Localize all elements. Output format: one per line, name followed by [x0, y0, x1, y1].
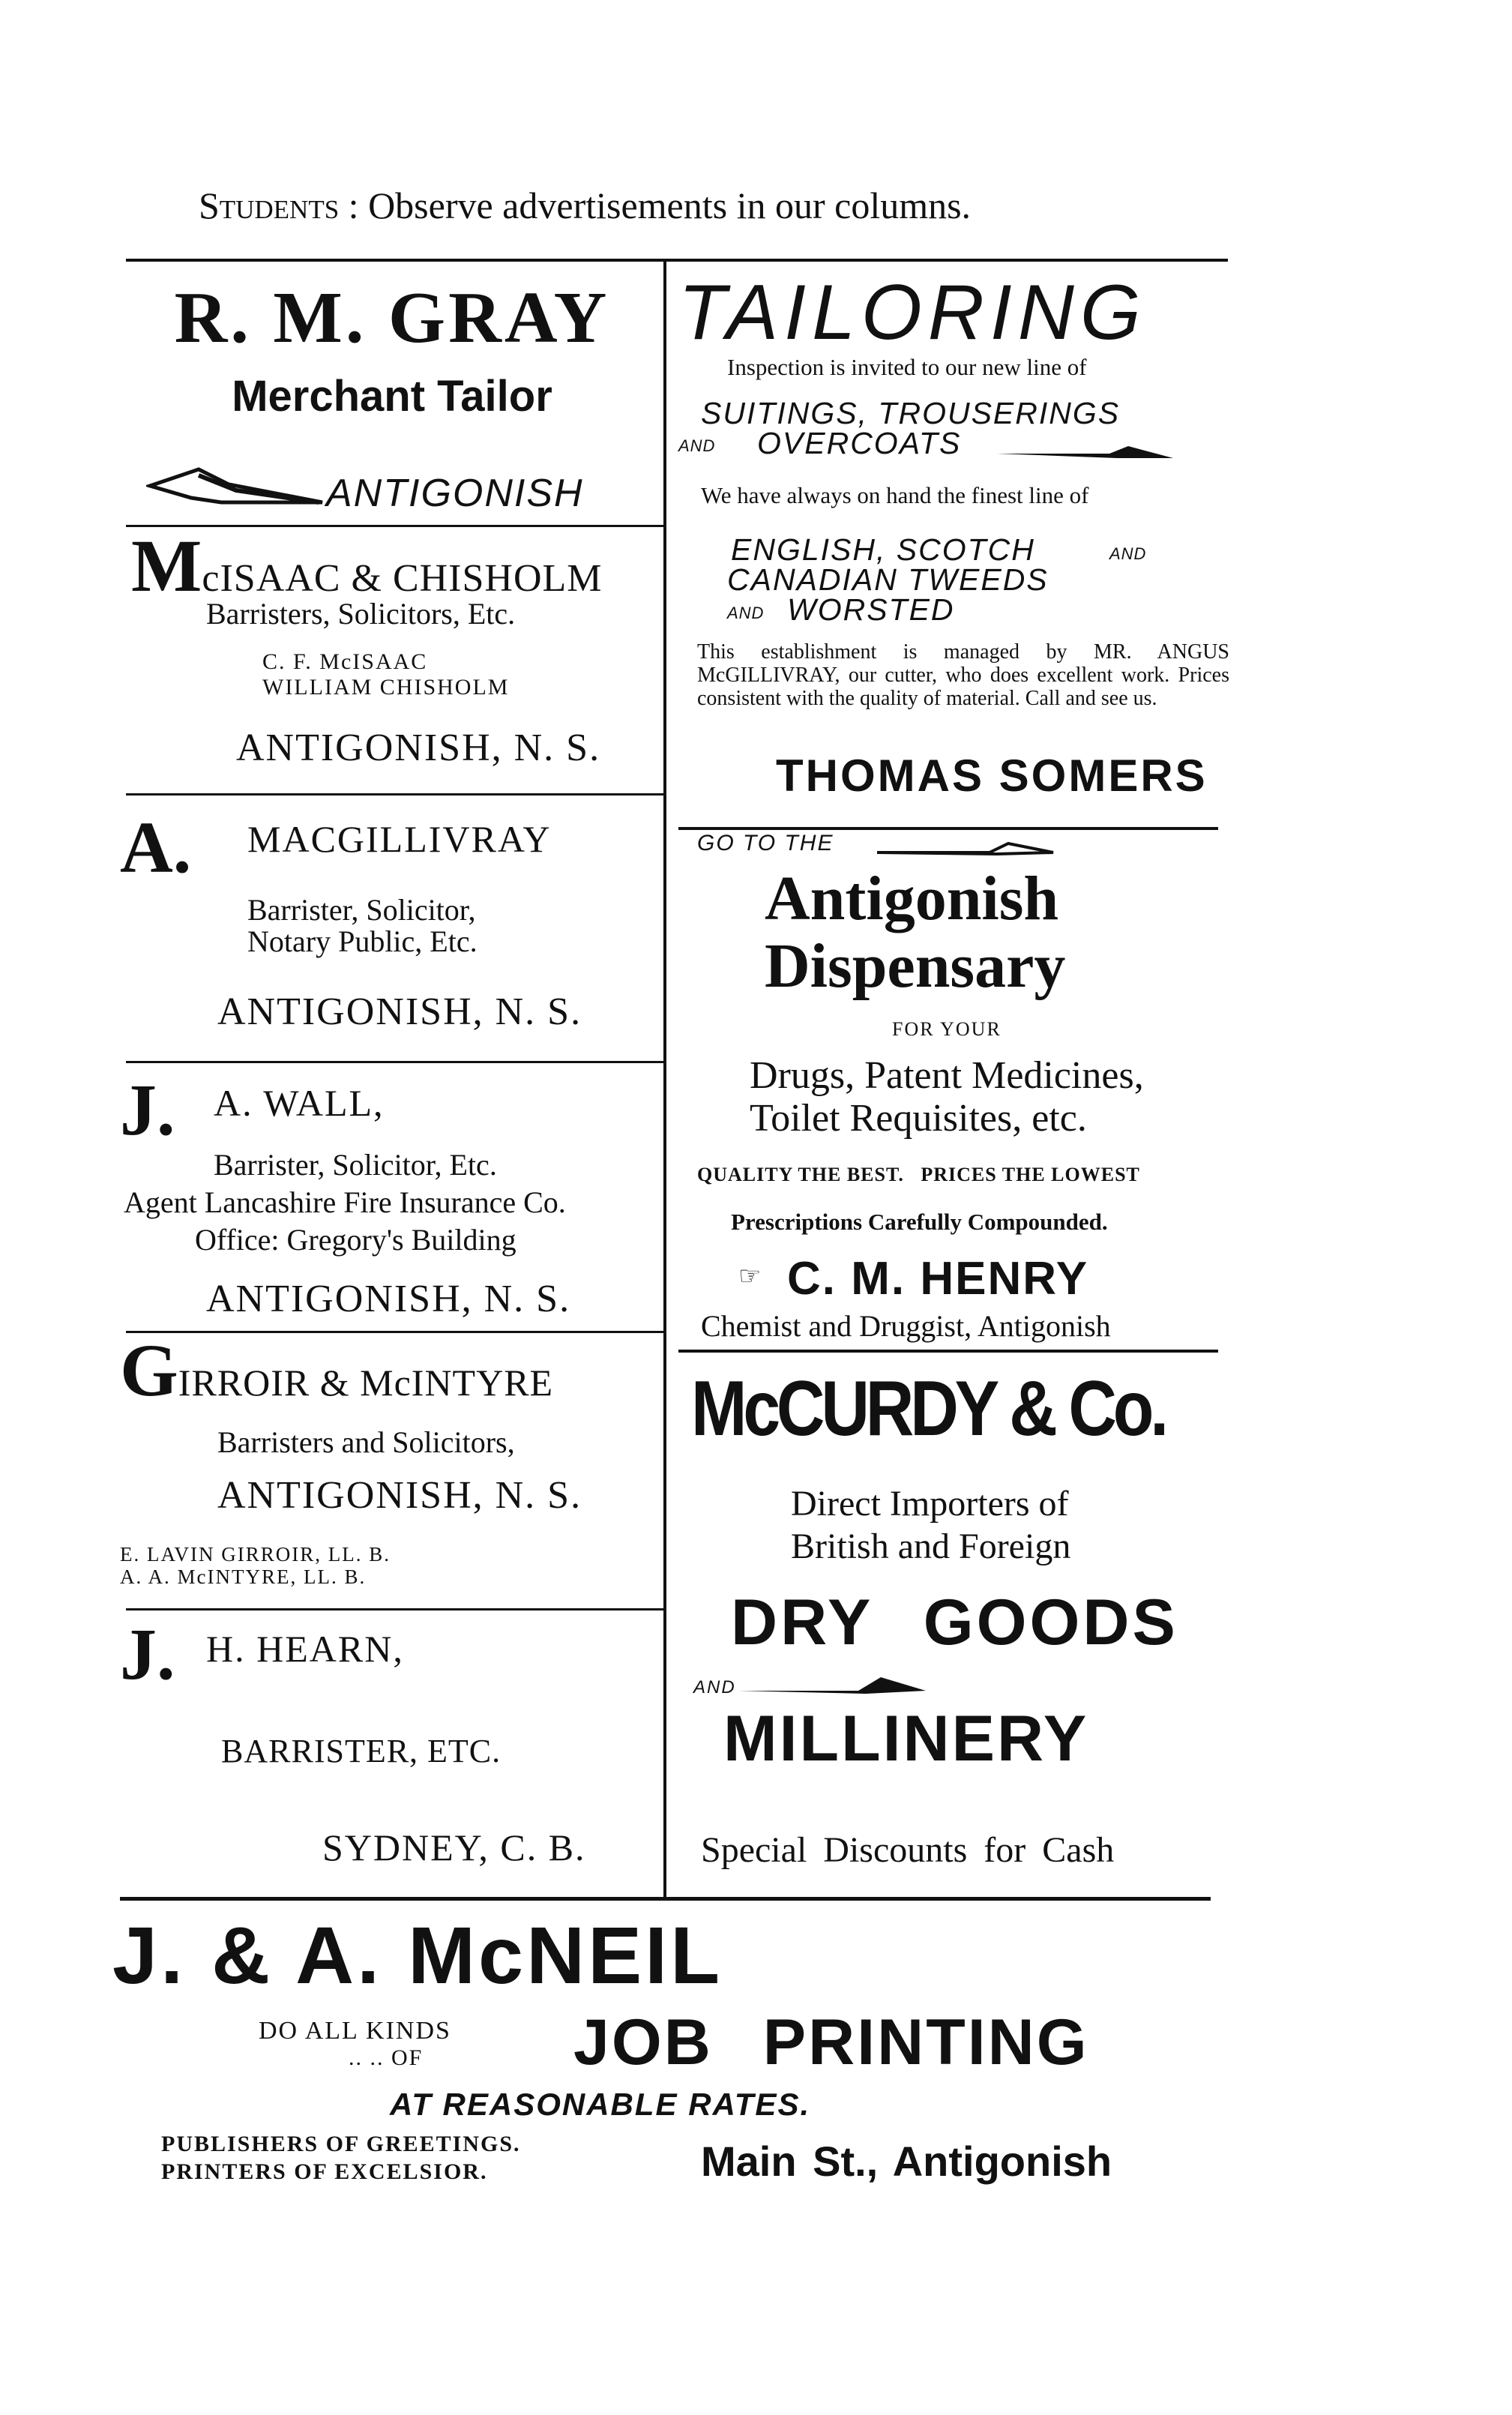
- hearn-desc: BARRISTER, ETC.: [221, 1733, 502, 1769]
- divider-tailoring: [678, 827, 1218, 830]
- mcisaac-rest: cISAAC & CHISHOLM: [202, 557, 603, 600]
- dispensary-goods1: Drugs, Patent Medicines,: [750, 1054, 1144, 1097]
- tailoring-t3: WORSTED: [787, 592, 955, 627]
- column-divider: [663, 259, 666, 1897]
- page-header: [0, 184, 1512, 227]
- mccurdy-goods: DRY GOODS: [731, 1587, 1178, 1658]
- tailoring-owner: THOMAS SOMERS: [776, 751, 1208, 801]
- tailoring-managed: This establishment is managed by MR. ANGUS McGILLIVRAY, our cutter, who does excellent work. Prices consistent with the quality of material. Call and see us.: [697, 640, 1229, 710]
- dispensary-goto: GO TO THE: [697, 831, 834, 855]
- divider-gray: [126, 525, 663, 527]
- hearn-name: H. HEARN,: [206, 1628, 404, 1670]
- mcneil-job: JOB PRINTING: [573, 2006, 1089, 2078]
- tailoring-invite: Inspection is invited to our new line of: [727, 354, 1087, 380]
- mccurdy-line1: Direct Importers of: [791, 1484, 1069, 1524]
- gray-name: R. M. GRAY: [174, 277, 610, 358]
- macgillivray-line1: Barrister, Solicitor,: [247, 893, 476, 927]
- tailoring-line2: OVERCOATS: [757, 426, 962, 460]
- dispensary-name1: Antigonish: [765, 864, 1059, 933]
- mccurdy-cash: Special Discounts for Cash: [701, 1830, 1115, 1870]
- hearn-place: SYDNEY, C. B.: [322, 1826, 586, 1868]
- dispensary-quality: QUALITY THE BEST. PRICES THE LOWEST: [697, 1164, 1140, 1185]
- mccurdy-mill: MILLINERY: [723, 1703, 1089, 1775]
- tailoring-title: TAILORING: [678, 269, 1147, 356]
- tailoring-always: We have always on hand the finest line of: [701, 482, 1089, 508]
- dispensary-name2: Dispensary: [765, 931, 1066, 1001]
- girroir-desc: Barristers and Solicitors,: [217, 1425, 515, 1459]
- pointing-hand-icon: [146, 463, 326, 508]
- dispensary-owner: C. M. HENRY: [787, 1253, 1089, 1305]
- mcneil-pub2: PRINTERS OF EXCELSIOR.: [161, 2159, 488, 2184]
- pointing-hand-icon: ☞: [738, 1263, 762, 1290]
- tailoring-line1: SUITINGS, TROUSERINGS: [701, 396, 1121, 430]
- mcneil-rates: AT REASONABLE RATES.: [390, 2087, 811, 2122]
- top-rule: [126, 259, 1228, 262]
- tailoring-t1: ENGLISH, SCOTCH: [731, 532, 1035, 567]
- pointing-hand-icon: [738, 1668, 930, 1698]
- mcisaac-place: ANTIGONISH, N. S.: [236, 727, 601, 769]
- dispensary-role: Chemist and Druggist, Antigonish: [701, 1309, 1111, 1343]
- mcisaac-desc: Barristers, Solicitors, Etc.: [206, 597, 516, 631]
- macgillivray-place: ANTIGONISH, N. S.: [217, 990, 582, 1033]
- girroir-rest: IRROIR & McINTYRE: [178, 1362, 554, 1404]
- wall-line1: Barrister, Solicitor, Etc.: [214, 1148, 497, 1182]
- divider-mcisaac: [126, 793, 663, 796]
- mcneil-pub1: PUBLISHERS OF GREETINGS.: [161, 2132, 521, 2156]
- mccurdy-line2: British and Foreign: [791, 1527, 1071, 1566]
- girroir-partner2: A. A. McINTYRE, LL. B.: [120, 1566, 367, 1588]
- mccurdy-name: McCURDY & Co.: [691, 1365, 1165, 1452]
- girroir-heading: [120, 1329, 660, 1412]
- tailoring-and2: AND: [1109, 544, 1147, 563]
- dispensary-for: FOR YOUR: [892, 1018, 1002, 1040]
- wall-line3: Office: Gregory's Building: [195, 1223, 516, 1257]
- mcneil-do: DO ALL KINDS: [259, 2017, 451, 2045]
- wall-initial: J.: [120, 1070, 175, 1151]
- mcisaac-partner2: WILLIAM CHISHOLM: [262, 675, 510, 700]
- mcisaac-initial: M: [131, 524, 202, 607]
- hearn-initial: J.: [120, 1614, 175, 1695]
- gray-place: ANTIGONISH: [326, 472, 584, 515]
- dispensary-goods2: Toilet Requisites, etc.: [750, 1097, 1087, 1140]
- mcneil-name: J. & A. McNEIL: [112, 1910, 723, 2000]
- header-students: Students :: [198, 184, 359, 226]
- wall-line2: Agent Lancashire Fire Insurance Co.: [124, 1185, 566, 1219]
- macgillivray-initial: A.: [120, 807, 192, 888]
- macgillivray-line2: Notary Public, Etc.: [247, 924, 478, 958]
- mcisaac-heading: [131, 524, 663, 607]
- tailoring-and3: AND: [727, 604, 765, 622]
- macgillivray-name: MACGILLIVRAY: [247, 818, 552, 860]
- mcisaac-partner1: C. F. McISAAC: [262, 649, 428, 674]
- pointing-hand-icon: [877, 836, 1057, 857]
- gray-title: Merchant Tailor: [232, 372, 552, 421]
- divider-dispensary: [678, 1350, 1218, 1353]
- mccurdy-and: AND: [693, 1677, 736, 1697]
- pointing-hand-icon: [997, 439, 1181, 461]
- divider-girroir: [126, 1608, 663, 1610]
- tailoring-t2: CANADIAN TWEEDS: [727, 562, 1049, 597]
- girroir-place: ANTIGONISH, N. S.: [217, 1474, 582, 1517]
- mcneil-of: .. .. OF: [349, 2045, 424, 2070]
- dispensary-rx: Prescriptions Carefully Compounded.: [731, 1209, 1108, 1235]
- mcneil-addr: Main St., Antigonish: [701, 2138, 1112, 2185]
- girroir-partner1: E. LAVIN GIRROIR, LL. B.: [120, 1543, 391, 1566]
- wall-place: ANTIGONISH, N. S.: [206, 1278, 571, 1320]
- bottom-rule: [120, 1897, 1211, 1901]
- header-observe: Observe advertisements in our columns.: [368, 184, 972, 226]
- tailoring-and1: AND: [678, 436, 716, 455]
- wall-name: A. WALL,: [214, 1082, 385, 1124]
- divider-macgillivray: [126, 1061, 663, 1063]
- girroir-initial: G: [120, 1329, 178, 1412]
